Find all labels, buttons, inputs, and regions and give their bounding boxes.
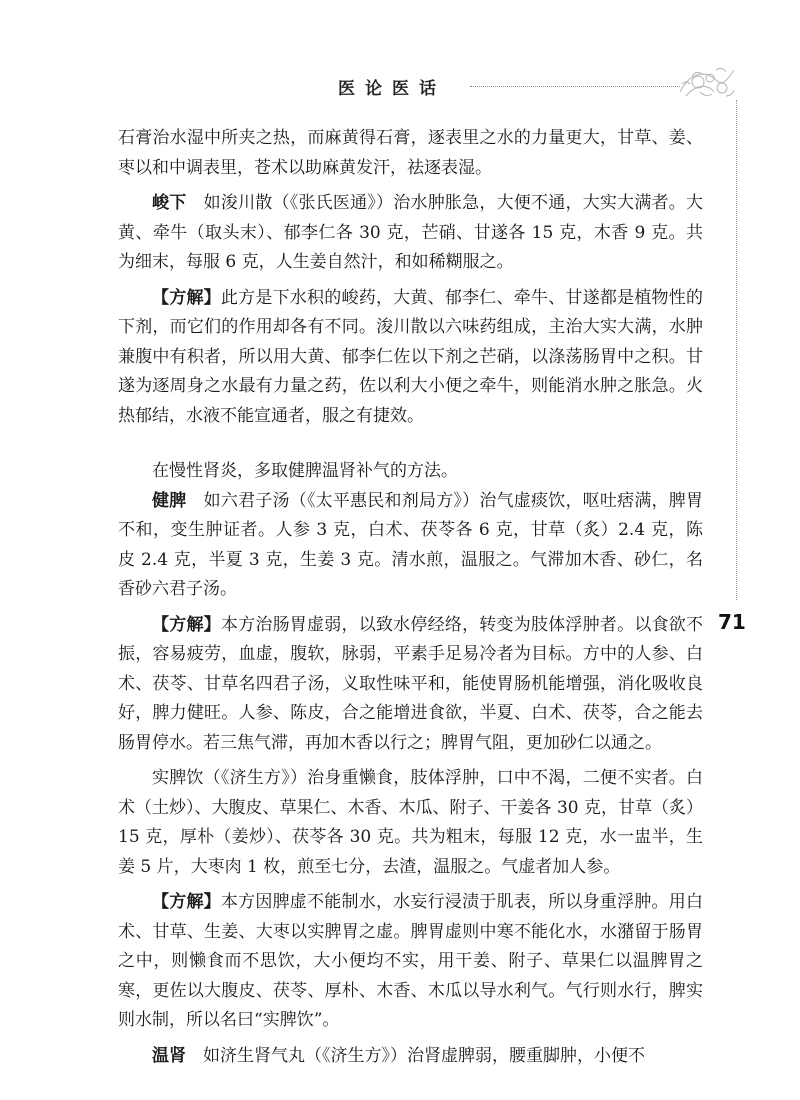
paragraph-text: 如浚川散（《张氏医通》）治水肿胀急，大便不通，大实大满者。大黄、牵牛（取头末）、郁李仁各 30 克，芒硝、甘遂各 15 克，木香 9 克。共为细末，每服 6 克，人生姜自然汁，和如稀糊服之。	[118, 193, 703, 272]
paragraph-text: 本方治肠胃虚弱，以致水停经络，转变为肢体浮肿者。以食欲不振，容易疲劳，血虚，腹软，脉弱，平素手足易冷者为目标。方中的人参、白术、茯苓、甘草名四君子汤，义取性味平和，能使胃肠机能增强，消化吸收良好，脾力健旺。人参、陈皮，合之能增进食欲，半夏、白术、茯苓，合之能去肠胃停水。若三焦气滞，再加木香以行之；脾胃气阻，更加砂仁以通之。	[118, 614, 704, 753]
paragraph-3	[118, 284, 703, 432]
paragraph-text: 如济生肾气丸（《济生方》）治肾虚脾弱，腰重脚肿，小便不	[186, 1045, 645, 1066]
header-dotted-rule	[470, 86, 680, 87]
running-header-title: 医论医话	[338, 79, 446, 99]
paragraph-text: 石膏治水湿中所夹之热，而麻黄得石膏，逐表里之水的力量更大，甘草、姜、枣以和中调表里，苍术以助麻黄发汗，祛逐表湿。	[118, 128, 703, 178]
paragraph-6	[118, 611, 703, 759]
margin-dotted-rule	[736, 100, 737, 600]
floral-ornament-icon	[676, 62, 738, 106]
paragraph-1	[118, 124, 703, 183]
paragraph-5	[118, 487, 703, 605]
paragraph-8	[118, 888, 703, 1036]
page-number: 71	[718, 610, 746, 634]
paragraph-text: 本方因脾虚不能制水，水妄行浸渍于肌表，所以身重浮肿。用白术、甘草、生姜、大枣以实脾胃之虚。脾胃虚则中寒不能化水，水潴留于肠胃之中，则懒食而不思饮，大小便均不实，用干姜、附子、草果仁以温脾胃之寒，更佐以大腹皮、茯苓、厚朴、木香、木瓜以导水利气。气行则水行，脾实则水制，所以名曰“实脾饮”。	[118, 892, 704, 1030]
term-label: 健脾	[152, 490, 187, 511]
term-label: 【方解】	[152, 614, 221, 635]
term-label: 【方解】	[152, 287, 221, 308]
paragraph-text: 如六君子汤（《太平惠民和剂局方》）治气虚痰饮，呕吐痞满，脾胃不和，变生肿证者。人参 3 克，白术、茯苓各 6 克，甘草（炙）2.4 克，陈皮 2.4 克，半夏 3 克，生姜 3 克。清水煎，温服之。气滞加木香、砂仁，名香砂六君子汤。	[118, 490, 703, 599]
term-label: 温肾	[152, 1045, 186, 1066]
paragraph-text: 此方是下水积的峻药，大黄、郁李仁、牵牛、甘遂都是植物性的下剂，而它们的作用却各有不同。浚川散以六味药组成，主治大实大满，水肿兼腹中有积者，所以用大黄、郁李仁佐以下剂之芒硝，以涤荡肠胃中之积。甘遂为逐周身之水最有力量之药，佐以利大小便之牵牛，则能消水肿之胀急。火热郁结，水液不能宣通者，服之有捷效。	[118, 287, 704, 426]
paragraph-text: 在慢性肾炎，多取健脾温肾补气的方法。	[152, 461, 458, 481]
paragraph-4	[118, 457, 703, 487]
term-label: 峻下	[152, 193, 187, 213]
paragraph-7	[118, 764, 703, 882]
paragraph-9	[118, 1042, 703, 1072]
paragraph-text: 实脾饮（《济生方》）治身重懒食，肢体浮肿，口中不渴，二便不实者。白术（土炒）、大腹皮、草果仁、木香、木瓜、附子、干姜各 30 克，甘草（炙）15 克，厚朴（姜炒）、茯苓各 30 克。共为粗末，每服 12 克，水一盅半，生姜 5 片，大枣肉 1 枚，煎至七分，去渣，温服之。气虚者加人参。	[118, 768, 703, 877]
paragraph-2	[118, 189, 703, 278]
term-label: 【方解】	[152, 892, 221, 912]
body-text	[118, 124, 703, 1071]
